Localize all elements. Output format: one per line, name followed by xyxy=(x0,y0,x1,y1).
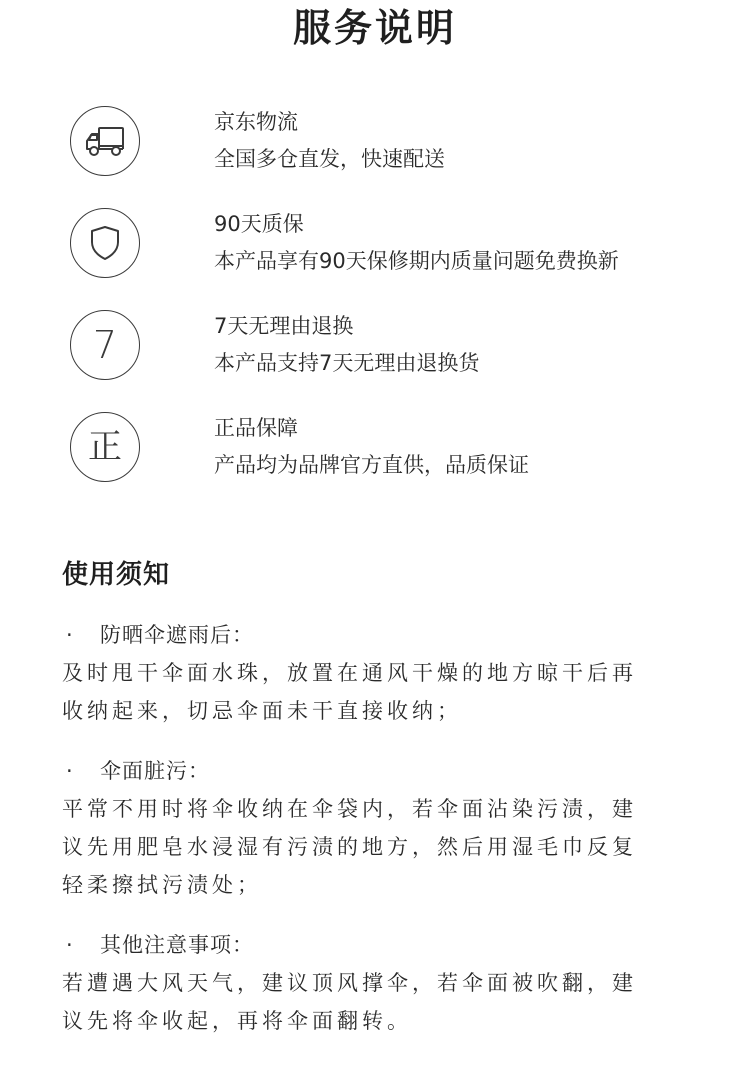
bullet-icon: · xyxy=(66,933,74,957)
genuine-glyph: 正 xyxy=(88,427,122,467)
service-title: 正品保障 xyxy=(214,416,298,440)
notice-line: 收纳起来，切忌伞面未干直接收纳； xyxy=(62,699,462,723)
notice-title xyxy=(62,752,702,790)
service-item-genuine xyxy=(70,410,710,512)
notice-line: 议先用肥皂水浸湿有污渍的地方，然后用湿毛巾反复 xyxy=(62,835,637,859)
bullet-icon: · xyxy=(66,623,74,647)
notice-line: 议先将伞收起，再将伞面翻转。 xyxy=(62,1009,412,1033)
service-list xyxy=(70,104,710,512)
service-item-return xyxy=(70,308,710,410)
notice-line: 轻柔擦拭污渍处； xyxy=(62,873,262,897)
service-title: 7天无理由退换 xyxy=(214,314,354,338)
service-text xyxy=(214,308,479,382)
notice-title xyxy=(62,616,702,654)
service-desc: 本产品享有90天保修期内质量问题免费换新 xyxy=(214,249,619,273)
service-title: 90天质保 xyxy=(214,212,304,236)
service-desc: 产品均为品牌官方直供，品质保证 xyxy=(214,453,529,477)
service-item-warranty xyxy=(70,206,710,308)
seven-glyph: 7 xyxy=(92,323,118,367)
bullet-icon: · xyxy=(66,759,74,783)
notice-item-dirty xyxy=(62,752,702,904)
seven-icon xyxy=(70,310,140,380)
shield-icon xyxy=(70,208,140,278)
service-text xyxy=(214,206,619,280)
page-title: 服务说明 xyxy=(292,6,457,50)
service-title: 京东物流 xyxy=(214,110,298,134)
notice-heading: 使用须知 xyxy=(62,560,171,590)
truck-icon xyxy=(70,106,140,176)
service-text xyxy=(214,410,529,484)
notice-line: 平常不用时将伞收纳在伞袋内，若伞面沾染污渍，建 xyxy=(62,797,637,821)
notice-title-text: 防晒伞遮雨后： xyxy=(100,623,254,647)
notice-title xyxy=(62,926,702,964)
service-item-logistics xyxy=(70,104,710,206)
service-desc: 本产品支持7天无理由退换货 xyxy=(214,351,480,375)
genuine-icon xyxy=(70,412,140,482)
notice-item-after-rain xyxy=(62,616,702,730)
notice-line: 若遭遇大风天气，建议顶风撑伞，若伞面被吹翻，建 xyxy=(62,971,637,995)
notice-title-text: 其他注意事项： xyxy=(100,933,254,957)
notice-item-other xyxy=(62,926,702,1040)
notice-title-text: 伞面脏污： xyxy=(100,759,210,783)
notice-list xyxy=(62,616,702,1062)
notice-line: 及时甩干伞面水珠，放置在通风干燥的地方晾干后再 xyxy=(62,661,637,685)
service-desc: 全国多仓直发，快速配送 xyxy=(214,147,445,171)
service-text xyxy=(214,104,445,178)
